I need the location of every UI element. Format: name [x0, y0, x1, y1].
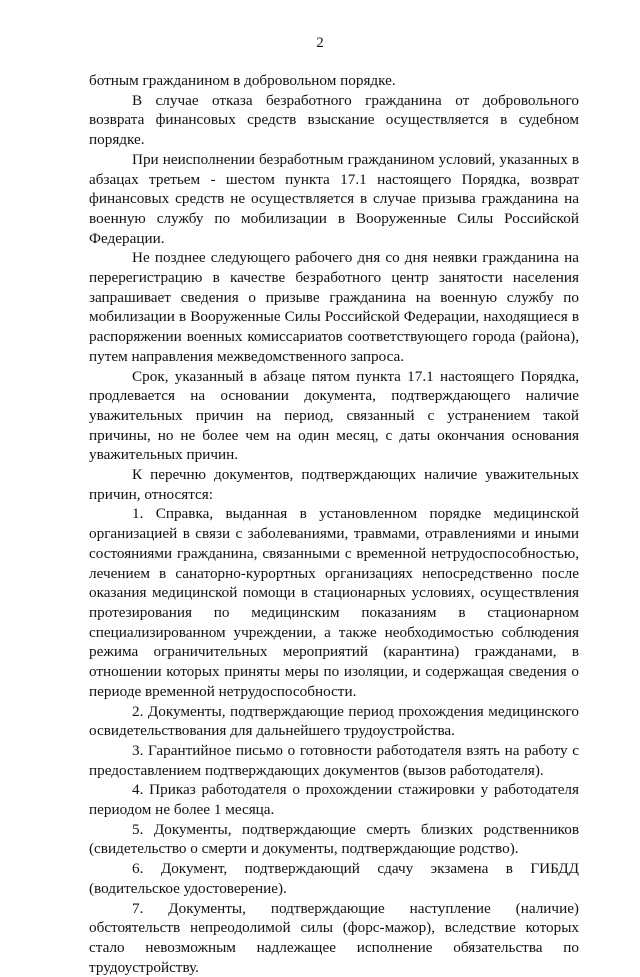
- list-item-internship-order: 4. Приказ работодателя о прохождении стажировки у работодателя периодом не более 1 месяца.: [89, 781, 579, 819]
- list-item-guarantee-letter: 3. Гарантийное письмо о готовности работодателя взять на работу с предоставлением подтверждающих документов (вызов работодателя).: [89, 741, 579, 779]
- paragraph-documents-list-intro: К перечню документов, подтверждающих наличие уважительных причин, относятся:: [89, 466, 579, 503]
- paragraph-continuation: ботным гражданином в добровольном порядке.: [89, 72, 396, 89]
- page-number: 2: [316, 35, 324, 51]
- paragraph-refusal-recovery: В случае отказа безработного гражданина от добровольного возврата финансовых средств взыскание осуществляется в судебном порядке.: [89, 91, 579, 149]
- list-item-death-documents: 5. Документы, подтверждающие смерть близких родственников (свидетельство о смерти и документы, подтверждающие родство).: [89, 820, 579, 858]
- document-body: [89, 71, 579, 977]
- paragraph-term-extension: Срок, указанный в абзаце пятом пункта 17.1 настоящего Порядка, продлевается на основании документа, подтверждающего наличие уважительных причин на период, связанный с устранением такой причины, но не более чем на один месяц, с даты окончания основания уважительных причин.: [89, 367, 579, 464]
- paragraph-interagency-request: Не позднее следующего рабочего дня со дня неявки гражданина на перерегистрацию в качестве безработного центр занятости населения запрашивает сведения о призыве гражданина на военную службу по мобилизации в Вооруженные Силы Российской Федерации, находящиеся в распоряжении военных комиссариатов соответствующего города (района), путем направления межведомственного запроса.: [89, 249, 579, 365]
- paragraph-mobilization-exception: При неисполнении безработным гражданином условий, указанных в абзацах третьем - шестом пункта 17.1 настоящего Порядка, возврат финансовых средств не осуществляется в случае призыва гражданина на военную службу по мобилизации в Вооруженные Силы Российской Федерации.: [89, 150, 579, 247]
- list-item-driving-exam: 6. Документ, подтверждающий сдачу экзамена в ГИБДД (водительское удостоверение).: [89, 860, 579, 897]
- list-item-medical-examination: 2. Документы, подтверждающие период прохождения медицинского освидетельствования для дальнейшего трудоустройства.: [89, 702, 579, 740]
- list-item-force-majeure: 7. Документы, подтверждающие наступление (наличие) обстоятельств непреодолимой силы (форс-мажор), вследствие которых стало невозможным надлежащее исполнение обязательства по трудоустройству.: [89, 899, 579, 976]
- list-item-medical-certificate: 1. Справка, выданная в установленном порядке медицинской организацией в связи с заболеваниями, травмами, отравлениями и иными состояниями гражданина, связанными с временной нетрудоспособностью, лечением в санаторно-курортных организациях непосредственно после оказания медицинской помощи в стационарных условиях, осуществления протезирования по медицинским показаниям в стационарном специализированном учреждении, а также необходимостью соблюдения режима ограничительных мероприятий (карантина) гражданами, в отношении которых приняты меры по изоляции, и содержащая сведения о периоде временной нетрудоспособности.: [89, 505, 579, 700]
